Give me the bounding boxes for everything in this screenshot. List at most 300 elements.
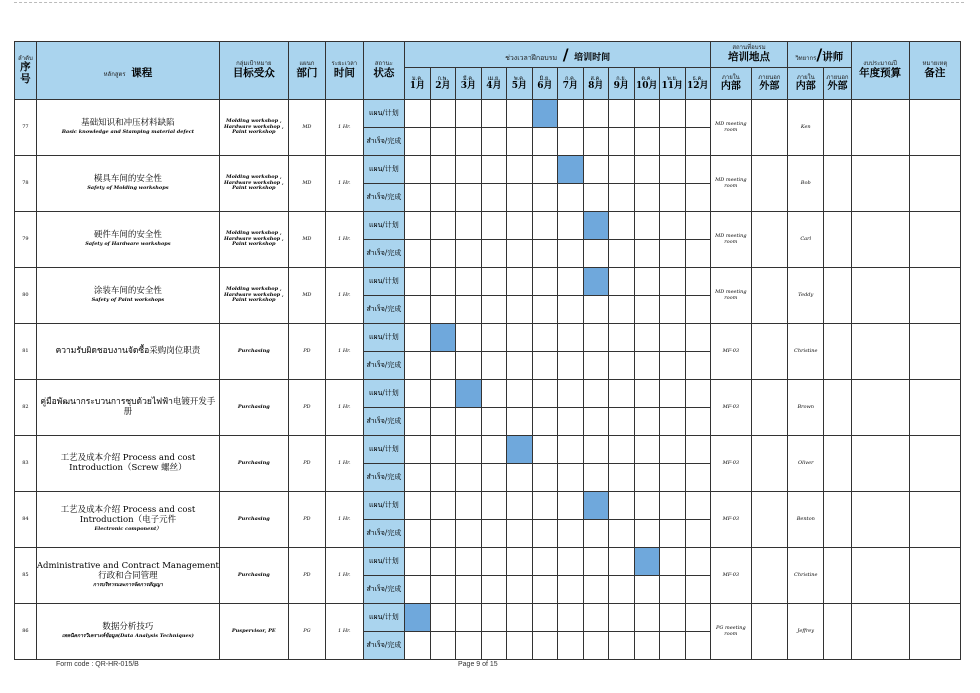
plan-cell[interactable] bbox=[609, 324, 634, 352]
done-cell[interactable] bbox=[507, 184, 532, 212]
target-line: Molding workshop , bbox=[226, 174, 282, 181]
done-cell[interactable] bbox=[660, 352, 685, 380]
plan-cell[interactable] bbox=[685, 604, 711, 632]
done-cell[interactable] bbox=[405, 240, 430, 268]
budget-cell[interactable] bbox=[851, 380, 909, 436]
plan-cell[interactable] bbox=[507, 212, 532, 240]
budget-cell[interactable] bbox=[851, 436, 909, 492]
done-cell[interactable] bbox=[532, 352, 557, 380]
plan-cell[interactable] bbox=[430, 436, 455, 464]
done-cell[interactable] bbox=[660, 408, 685, 436]
done-cell[interactable] bbox=[685, 296, 711, 324]
plan-cell[interactable] bbox=[685, 380, 711, 408]
remark-cell[interactable] bbox=[909, 380, 960, 436]
done-cell[interactable] bbox=[634, 576, 659, 604]
done-cell[interactable] bbox=[456, 128, 481, 156]
done-cell[interactable] bbox=[405, 408, 430, 436]
done-cell[interactable] bbox=[685, 352, 711, 380]
location-internal: PG meeting room bbox=[711, 604, 752, 660]
done-cell[interactable] bbox=[558, 296, 583, 324]
done-cell[interactable] bbox=[634, 128, 659, 156]
plan-cell[interactable] bbox=[481, 324, 506, 352]
done-cell[interactable] bbox=[634, 184, 659, 212]
budget-cell[interactable] bbox=[851, 324, 909, 380]
done-cell[interactable] bbox=[405, 632, 430, 660]
plan-cell[interactable] bbox=[481, 100, 506, 128]
lecturer-external[interactable] bbox=[824, 492, 851, 548]
done-cell[interactable] bbox=[660, 296, 685, 324]
plan-cell[interactable] bbox=[405, 380, 430, 408]
lecturer-external[interactable] bbox=[824, 548, 851, 604]
done-cell[interactable] bbox=[405, 464, 430, 492]
plan-cell[interactable] bbox=[430, 156, 455, 184]
done-cell[interactable] bbox=[481, 296, 506, 324]
location-external[interactable] bbox=[751, 100, 787, 156]
done-cell[interactable] bbox=[430, 296, 455, 324]
done-cell[interactable] bbox=[609, 464, 634, 492]
plan-cell[interactable] bbox=[660, 492, 685, 520]
done-cell[interactable] bbox=[583, 576, 608, 604]
plan-cell[interactable] bbox=[558, 324, 583, 352]
plan-cell[interactable] bbox=[558, 604, 583, 632]
target-audience bbox=[219, 604, 288, 660]
done-cell[interactable] bbox=[660, 576, 685, 604]
budget-cell[interactable] bbox=[851, 604, 909, 660]
done-cell[interactable] bbox=[430, 464, 455, 492]
done-cell[interactable] bbox=[685, 464, 711, 492]
plan-cell[interactable] bbox=[430, 548, 455, 576]
done-cell[interactable] bbox=[660, 184, 685, 212]
plan-cell[interactable] bbox=[685, 436, 711, 464]
done-cell[interactable] bbox=[685, 184, 711, 212]
plan-cell[interactable] bbox=[507, 156, 532, 184]
lecturer-external[interactable] bbox=[824, 156, 851, 212]
done-cell[interactable] bbox=[558, 520, 583, 548]
done-cell[interactable] bbox=[430, 576, 455, 604]
done-cell[interactable] bbox=[583, 464, 608, 492]
done-cell[interactable] bbox=[558, 576, 583, 604]
course-subtitle: Safety of Hardware workshops bbox=[85, 241, 171, 248]
done-cell[interactable] bbox=[609, 128, 634, 156]
budget-cell[interactable] bbox=[851, 492, 909, 548]
done-cell[interactable] bbox=[456, 240, 481, 268]
plan-cell[interactable] bbox=[405, 268, 430, 296]
plan-cell[interactable] bbox=[532, 212, 557, 240]
done-cell[interactable] bbox=[609, 576, 634, 604]
done-cell[interactable] bbox=[456, 184, 481, 212]
target-line: Hardware workshop , bbox=[223, 291, 284, 298]
remark-cell[interactable] bbox=[909, 604, 960, 660]
location-external[interactable] bbox=[751, 436, 787, 492]
done-cell[interactable] bbox=[583, 240, 608, 268]
plan-cell[interactable] bbox=[685, 268, 711, 296]
plan-cell-filled[interactable] bbox=[583, 492, 608, 520]
location-external[interactable] bbox=[751, 324, 787, 380]
plan-cell[interactable] bbox=[456, 100, 481, 128]
done-cell[interactable] bbox=[481, 128, 506, 156]
plan-cell[interactable] bbox=[634, 492, 659, 520]
plan-cell[interactable] bbox=[405, 156, 430, 184]
plan-cell[interactable] bbox=[456, 492, 481, 520]
remark-cell[interactable] bbox=[909, 268, 960, 324]
location-external[interactable] bbox=[751, 212, 787, 268]
done-cell[interactable] bbox=[685, 408, 711, 436]
plan-cell[interactable] bbox=[609, 100, 634, 128]
remark-cell[interactable] bbox=[909, 156, 960, 212]
plan-cell[interactable] bbox=[685, 212, 711, 240]
plan-cell[interactable] bbox=[532, 156, 557, 184]
plan-cell[interactable] bbox=[660, 548, 685, 576]
location-external[interactable] bbox=[751, 492, 787, 548]
done-cell[interactable] bbox=[481, 184, 506, 212]
done-cell[interactable] bbox=[405, 128, 430, 156]
done-cell[interactable] bbox=[660, 632, 685, 660]
plan-cell[interactable] bbox=[405, 492, 430, 520]
course-subtitle: การบริหารและการจัดการสัญญา bbox=[93, 582, 163, 589]
done-cell[interactable] bbox=[481, 240, 506, 268]
done-cell[interactable] bbox=[430, 184, 455, 212]
plan-cell[interactable] bbox=[532, 324, 557, 352]
done-cell[interactable] bbox=[430, 520, 455, 548]
location-external[interactable] bbox=[751, 604, 787, 660]
done-cell[interactable] bbox=[532, 632, 557, 660]
plan-cell[interactable] bbox=[481, 212, 506, 240]
plan-cell[interactable] bbox=[532, 436, 557, 464]
done-cell[interactable] bbox=[583, 352, 608, 380]
header-location-internal: ภายใน 内部 bbox=[711, 68, 752, 100]
done-cell[interactable] bbox=[609, 408, 634, 436]
plan-cell[interactable] bbox=[507, 268, 532, 296]
lecturer-external[interactable] bbox=[824, 324, 851, 380]
remark-cell[interactable] bbox=[909, 436, 960, 492]
done-cell[interactable] bbox=[583, 520, 608, 548]
plan-cell[interactable] bbox=[532, 380, 557, 408]
plan-cell[interactable] bbox=[609, 548, 634, 576]
plan-cell[interactable] bbox=[634, 268, 659, 296]
done-cell[interactable] bbox=[481, 520, 506, 548]
plan-cell[interactable] bbox=[609, 268, 634, 296]
course-name bbox=[36, 100, 219, 156]
plan-cell[interactable] bbox=[507, 380, 532, 408]
done-cell[interactable] bbox=[558, 464, 583, 492]
plan-cell[interactable] bbox=[634, 380, 659, 408]
plan-cell[interactable] bbox=[583, 156, 608, 184]
plan-cell[interactable] bbox=[685, 548, 711, 576]
done-cell[interactable] bbox=[583, 632, 608, 660]
plan-cell[interactable] bbox=[660, 156, 685, 184]
done-cell[interactable] bbox=[430, 352, 455, 380]
plan-cell[interactable] bbox=[456, 548, 481, 576]
done-cell[interactable] bbox=[634, 520, 659, 548]
done-cell[interactable] bbox=[507, 632, 532, 660]
done-cell[interactable] bbox=[558, 408, 583, 436]
plan-cell[interactable] bbox=[481, 492, 506, 520]
budget-cell[interactable] bbox=[851, 548, 909, 604]
plan-cell-filled[interactable] bbox=[634, 548, 659, 576]
plan-cell-filled[interactable] bbox=[558, 156, 583, 184]
done-cell[interactable] bbox=[507, 128, 532, 156]
remark-cell[interactable] bbox=[909, 212, 960, 268]
plan-cell-filled[interactable] bbox=[583, 212, 608, 240]
done-cell[interactable] bbox=[507, 464, 532, 492]
done-cell[interactable] bbox=[609, 184, 634, 212]
plan-cell[interactable] bbox=[456, 604, 481, 632]
done-cell[interactable] bbox=[456, 632, 481, 660]
plan-cell[interactable] bbox=[609, 156, 634, 184]
done-cell[interactable] bbox=[660, 128, 685, 156]
done-cell[interactable] bbox=[634, 240, 659, 268]
done-cell[interactable] bbox=[532, 128, 557, 156]
lecturer-external[interactable] bbox=[824, 100, 851, 156]
plan-cell-filled[interactable] bbox=[532, 100, 557, 128]
done-cell[interactable] bbox=[634, 632, 659, 660]
done-cell[interactable] bbox=[481, 632, 506, 660]
plan-cell[interactable] bbox=[609, 436, 634, 464]
done-cell[interactable] bbox=[481, 576, 506, 604]
done-cell[interactable] bbox=[456, 352, 481, 380]
done-cell[interactable] bbox=[430, 128, 455, 156]
done-cell[interactable] bbox=[430, 240, 455, 268]
done-cell[interactable] bbox=[634, 408, 659, 436]
plan-cell[interactable] bbox=[456, 268, 481, 296]
done-cell[interactable] bbox=[532, 576, 557, 604]
done-cell[interactable] bbox=[685, 520, 711, 548]
plan-cell[interactable] bbox=[558, 380, 583, 408]
location-external[interactable] bbox=[751, 268, 787, 324]
plan-cell[interactable] bbox=[481, 436, 506, 464]
plan-cell[interactable] bbox=[507, 324, 532, 352]
plan-cell[interactable] bbox=[660, 324, 685, 352]
plan-cell[interactable] bbox=[634, 156, 659, 184]
plan-cell[interactable] bbox=[430, 604, 455, 632]
plan-cell[interactable] bbox=[405, 548, 430, 576]
plan-cell[interactable] bbox=[558, 212, 583, 240]
done-cell[interactable] bbox=[558, 128, 583, 156]
course-title: 工艺及成本介绍 Process and cost Introduction（电子元件 bbox=[60, 505, 196, 525]
plan-cell-filled[interactable] bbox=[456, 380, 481, 408]
course-subtitle: Safety of Molding workshops bbox=[87, 185, 169, 192]
done-cell[interactable] bbox=[609, 352, 634, 380]
plan-cell[interactable] bbox=[481, 604, 506, 632]
plan-cell[interactable] bbox=[507, 548, 532, 576]
plan-cell[interactable] bbox=[405, 100, 430, 128]
header-month-6: มิ.ย. 6月 bbox=[532, 68, 557, 100]
done-cell[interactable] bbox=[532, 184, 557, 212]
done-cell[interactable] bbox=[634, 352, 659, 380]
plan-cell-filled[interactable] bbox=[507, 436, 532, 464]
done-cell[interactable] bbox=[558, 352, 583, 380]
done-cell[interactable] bbox=[660, 240, 685, 268]
plan-cell[interactable] bbox=[532, 548, 557, 576]
plan-cell[interactable] bbox=[583, 436, 608, 464]
plan-cell[interactable] bbox=[481, 380, 506, 408]
plan-cell[interactable] bbox=[634, 436, 659, 464]
done-cell[interactable] bbox=[532, 408, 557, 436]
done-cell[interactable] bbox=[507, 520, 532, 548]
lecturer-external[interactable] bbox=[824, 212, 851, 268]
done-cell[interactable] bbox=[481, 464, 506, 492]
plan-cell-filled[interactable] bbox=[430, 324, 455, 352]
plan-cell[interactable] bbox=[405, 212, 430, 240]
done-cell[interactable] bbox=[685, 576, 711, 604]
plan-cell[interactable] bbox=[685, 324, 711, 352]
done-cell[interactable] bbox=[405, 352, 430, 380]
done-cell[interactable] bbox=[507, 352, 532, 380]
done-cell[interactable] bbox=[456, 296, 481, 324]
plan-cell[interactable] bbox=[430, 380, 455, 408]
plan-cell-filled[interactable] bbox=[583, 268, 608, 296]
done-cell[interactable] bbox=[456, 576, 481, 604]
done-cell[interactable] bbox=[532, 520, 557, 548]
plan-cell[interactable] bbox=[660, 100, 685, 128]
plan-cell[interactable] bbox=[609, 380, 634, 408]
done-cell[interactable] bbox=[456, 464, 481, 492]
plan-cell[interactable] bbox=[583, 100, 608, 128]
lecturer-external[interactable] bbox=[824, 436, 851, 492]
plan-cell[interactable] bbox=[660, 604, 685, 632]
location-external[interactable] bbox=[751, 156, 787, 212]
done-cell[interactable] bbox=[430, 408, 455, 436]
plan-cell[interactable] bbox=[558, 268, 583, 296]
plan-cell[interactable] bbox=[430, 268, 455, 296]
done-cell[interactable] bbox=[609, 520, 634, 548]
done-cell[interactable] bbox=[558, 184, 583, 212]
budget-cell[interactable] bbox=[851, 268, 909, 324]
plan-cell[interactable] bbox=[507, 100, 532, 128]
plan-cell[interactable] bbox=[558, 100, 583, 128]
budget-cell[interactable] bbox=[851, 212, 909, 268]
done-cell[interactable] bbox=[507, 576, 532, 604]
plan-cell[interactable] bbox=[481, 156, 506, 184]
done-cell[interactable] bbox=[609, 296, 634, 324]
remark-cell[interactable] bbox=[909, 100, 960, 156]
done-cell[interactable] bbox=[660, 520, 685, 548]
plan-cell[interactable] bbox=[532, 268, 557, 296]
done-cell[interactable] bbox=[685, 240, 711, 268]
plan-cell[interactable] bbox=[430, 212, 455, 240]
done-cell[interactable] bbox=[507, 240, 532, 268]
done-cell[interactable] bbox=[558, 240, 583, 268]
plan-cell[interactable] bbox=[558, 548, 583, 576]
done-cell[interactable] bbox=[583, 408, 608, 436]
plan-cell[interactable] bbox=[634, 100, 659, 128]
plan-cell[interactable] bbox=[405, 324, 430, 352]
plan-cell[interactable] bbox=[456, 436, 481, 464]
plan-cell[interactable] bbox=[609, 212, 634, 240]
plan-cell[interactable] bbox=[660, 380, 685, 408]
plan-cell[interactable] bbox=[583, 380, 608, 408]
done-cell[interactable] bbox=[456, 520, 481, 548]
duration: 1 Hr. bbox=[326, 492, 363, 548]
plan-cell[interactable] bbox=[481, 548, 506, 576]
done-cell[interactable] bbox=[532, 240, 557, 268]
plan-cell[interactable] bbox=[583, 548, 608, 576]
done-cell[interactable] bbox=[430, 632, 455, 660]
lecturer-external[interactable] bbox=[824, 380, 851, 436]
done-cell[interactable] bbox=[507, 408, 532, 436]
plan-cell[interactable] bbox=[558, 492, 583, 520]
remark-cell[interactable] bbox=[909, 492, 960, 548]
done-cell[interactable] bbox=[583, 184, 608, 212]
plan-cell[interactable] bbox=[685, 156, 711, 184]
plan-cell[interactable] bbox=[507, 492, 532, 520]
done-cell[interactable] bbox=[405, 520, 430, 548]
plan-cell[interactable] bbox=[456, 324, 481, 352]
location-external[interactable] bbox=[751, 380, 787, 436]
plan-cell[interactable] bbox=[609, 604, 634, 632]
plan-cell[interactable] bbox=[532, 604, 557, 632]
done-cell[interactable] bbox=[634, 296, 659, 324]
plan-cell[interactable] bbox=[430, 100, 455, 128]
plan-cell[interactable] bbox=[609, 492, 634, 520]
done-cell[interactable] bbox=[583, 296, 608, 324]
done-cell[interactable] bbox=[634, 464, 659, 492]
remark-cell[interactable] bbox=[909, 548, 960, 604]
target-audience bbox=[219, 380, 288, 436]
budget-cell[interactable] bbox=[851, 100, 909, 156]
plan-cell[interactable] bbox=[660, 436, 685, 464]
duration: 1 Hr. bbox=[326, 100, 363, 156]
done-cell[interactable] bbox=[532, 464, 557, 492]
done-cell[interactable] bbox=[481, 352, 506, 380]
done-cell[interactable] bbox=[609, 632, 634, 660]
plan-cell[interactable] bbox=[634, 324, 659, 352]
plan-cell[interactable] bbox=[430, 492, 455, 520]
plan-cell[interactable] bbox=[634, 604, 659, 632]
done-cell[interactable] bbox=[685, 632, 711, 660]
lecturer-external[interactable] bbox=[824, 268, 851, 324]
lecturer-internal: Ken bbox=[788, 100, 824, 156]
course-title: 硬件车间的安全性 bbox=[93, 230, 162, 241]
plan-cell[interactable] bbox=[405, 436, 430, 464]
done-cell[interactable] bbox=[609, 240, 634, 268]
done-cell[interactable] bbox=[481, 408, 506, 436]
remark-cell[interactable] bbox=[909, 324, 960, 380]
plan-cell[interactable] bbox=[481, 268, 506, 296]
plan-cell[interactable] bbox=[634, 212, 659, 240]
done-cell[interactable] bbox=[405, 576, 430, 604]
plan-cell[interactable] bbox=[532, 492, 557, 520]
plan-cell[interactable] bbox=[685, 492, 711, 520]
plan-cell[interactable] bbox=[456, 156, 481, 184]
plan-cell[interactable] bbox=[583, 604, 608, 632]
target-line: Purchasing bbox=[237, 403, 270, 410]
plan-cell[interactable] bbox=[660, 268, 685, 296]
plan-cell[interactable] bbox=[660, 212, 685, 240]
done-cell[interactable] bbox=[685, 128, 711, 156]
location-internal: MF-03 bbox=[711, 324, 752, 380]
done-cell[interactable] bbox=[532, 296, 557, 324]
status-plan: แผน/计划 bbox=[363, 268, 405, 296]
plan-cell[interactable] bbox=[685, 100, 711, 128]
done-cell[interactable] bbox=[660, 464, 685, 492]
plan-cell-filled[interactable] bbox=[405, 604, 430, 632]
budget-cell[interactable] bbox=[851, 156, 909, 212]
done-cell[interactable] bbox=[583, 128, 608, 156]
plan-cell[interactable] bbox=[456, 212, 481, 240]
done-cell[interactable] bbox=[405, 184, 430, 212]
done-cell[interactable] bbox=[456, 408, 481, 436]
done-cell[interactable] bbox=[405, 296, 430, 324]
done-cell[interactable] bbox=[558, 632, 583, 660]
plan-cell[interactable] bbox=[583, 324, 608, 352]
location-external[interactable] bbox=[751, 548, 787, 604]
done-cell[interactable] bbox=[507, 296, 532, 324]
plan-cell[interactable] bbox=[558, 436, 583, 464]
lecturer-external[interactable] bbox=[824, 604, 851, 660]
plan-cell[interactable] bbox=[507, 604, 532, 632]
target-audience bbox=[219, 324, 288, 380]
